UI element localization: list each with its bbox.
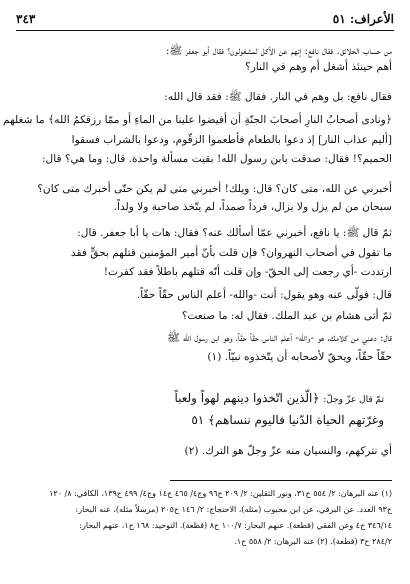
body-line: حقّاً حقّاً، ويحقّ لأصحابه أن يتّخذوه نبيّاً. (١) (207, 351, 392, 363)
body-line: فقال نافع: بل وهم في النار. فقال ﷺ: فقد قال الله: (164, 91, 392, 103)
running-title: الأعراف: ٥١ (332, 12, 394, 26)
quran-verse-line-2: وغرّتهم الحياة الدّنيا فاليوم ننساهم﴾ ٥١ (191, 413, 384, 427)
footnote-line: ٣٤٦/١٤ ح٤ وعن الفقي (قطعة). عنهم البحار: ١٠٠/٧ ح٨ (قطعة). التوحيد: ١٦٨ ح١، عنهم البحار: (79, 521, 392, 530)
body-line: قال: فولّى عنه وهو يقول: أنت -والله- أعلم الناس حقّاً حقّاً. (136, 289, 392, 301)
body-line: من حساب الخلائق. فقال نافع: إنهم عن الأكل لمشغولون؟ فقال أبو جعفر ﷺ: (165, 45, 392, 57)
body-line: [أليم عذاب النار] إذ دعوا بالطعام فأطعموا الزقّوم، ودعوا بالشراب فسقوا (71, 134, 392, 146)
footnote-line: ح٩٣ العدد. عن البرقي، عن ابن محبوب (مثله)، الاحتجاج: ٢/ ١٤٦ ح٢٠٥ (مرسلاً مثله)، عنه البحار: (75, 505, 392, 514)
body-line: ثمّ أتى هشام بن عبد الملك. فقال له: ما صنعت؟ (181, 310, 392, 322)
page-number: ٣٤٣ (16, 12, 36, 26)
body-line: أخبرني عن الله، متى كان؟ قال: ويلك! أخبرني متى لم يكن حتّى أخبرك متى كان؟ (37, 183, 392, 195)
body-line: الحميم؟! فقال: صدقت يابن رسول الله! بقيت مسألة واحدة. قال: وما هي؟ قال: (41, 153, 392, 165)
body-line: ثمّ قال ﷺ: يا نافع، أخبرني عمّا أسألك عنه؟ فقال: هات يا أبا جعفر. قال: (77, 227, 392, 239)
body-line: أهم حينئذ أشغل أم وهم في النار؟ (245, 61, 392, 73)
body-line: ارتددت -أي رجعت إلى الحقّ- وإن قلت أنّه قتلهم باطلاً فقد كفرت! (103, 266, 392, 278)
body-line: أي نتركهم، والنسيان منه عزّ وجلّ هو الترك. (٢) (184, 445, 392, 457)
footnote-separator (170, 480, 392, 481)
verse-text: ﴿الّذين اتّخذوا دينهم لهواً ولعباً (174, 391, 320, 405)
page-header (16, 10, 394, 31)
verse-intro-label: ثمّ قال عزّ وجلّ: (323, 395, 384, 405)
body-line: ما تقول في أصحاب النهروان؟ فإن قلت بأنّ أمير المؤمنين قتلهم بحقٍّ فقد (70, 247, 392, 259)
quran-verse-line-1 (18, 388, 384, 410)
body-line: ﴿ونادى أصحابُ النارِ أصحابَ الجنّةِ أن أفيضوا علينا من الماءِ أو ممّا رزقكمُ الله﴾ ما شغلهم (3, 114, 392, 126)
footnote-line: ٢٨٤/٢ ح٣ (قطعة). (٢) عنه البرهان: ٢/ ٥٥٨ ح١. (234, 537, 392, 546)
footnote-line: (١) عنه البرهان: ٢/ ٥٥٤ ح٣١، ونور الثقلين: ٢/ ٢٠٩ ح٩٦ وج٤/ ٤٦٥ ح١٤ وج٤/ ٤٩٩ ح١٣٩، الكافي: ٨/ ١٢٠ (49, 489, 392, 498)
body-line: سبحان من لم يزل ولا يزال، فرداً صمداً، لم يتّخذ صاحبة ولا ولداً. (113, 201, 392, 213)
body-line: قال: دعني من كلامك، هو -والله- أعلم الناس حقّاً حقّاً، وهو ابن رسول الله ﷺ (166, 332, 392, 344)
